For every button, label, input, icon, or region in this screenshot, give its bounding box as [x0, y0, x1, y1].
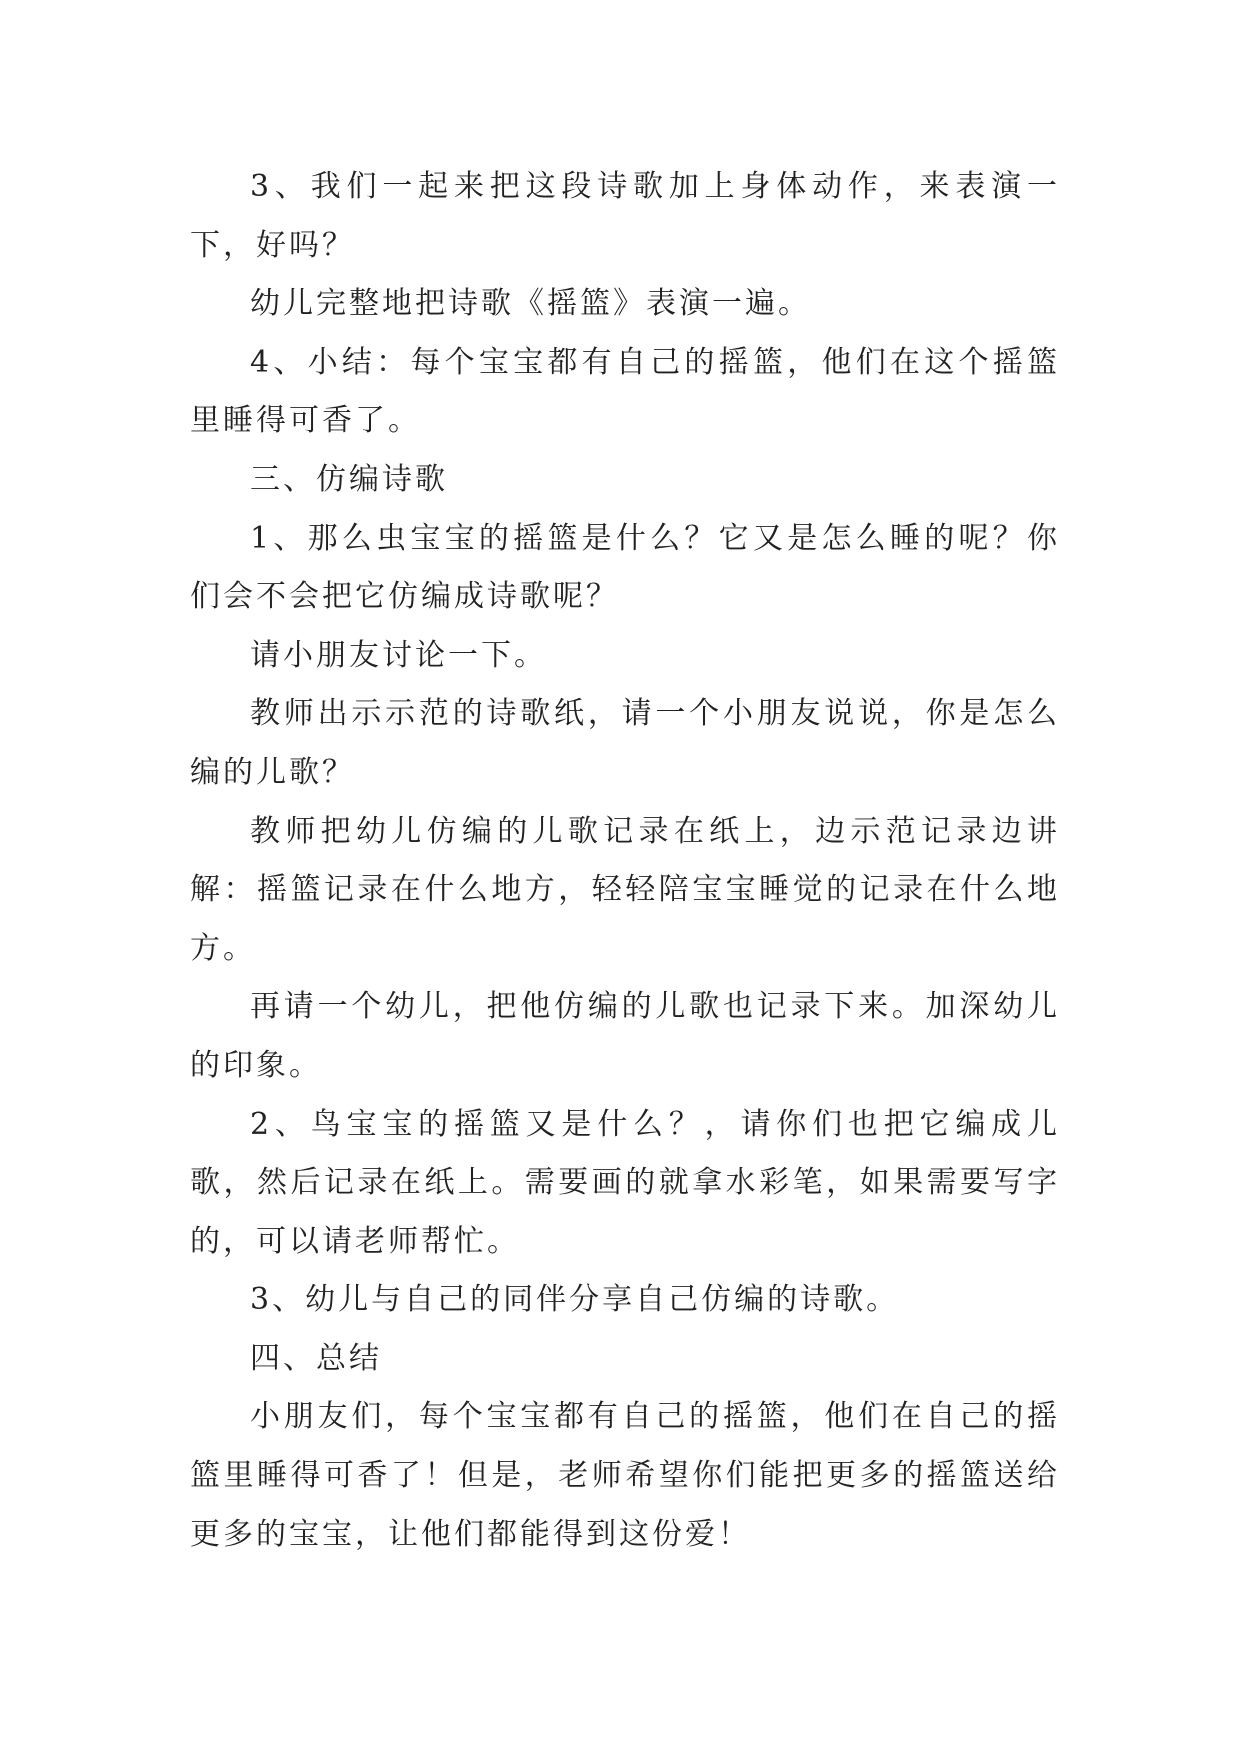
paragraph: 小朋友们，每个宝宝都有自己的摇篮，他们在自己的摇篮里睡得可香了！但是，老师希望你们能把更多的摇篮送给更多的宝宝，让他们都能得到这份爱！: [190, 1399, 1060, 1552]
paragraph: 3、我们一起来把这段诗歌加上身体动作，来表演一下，好吗？: [190, 169, 1060, 263]
paragraph: 教师出示示范的诗歌纸，请一个小朋友说说，你是怎么编的儿歌？: [190, 696, 1060, 790]
paragraph: 1、那么虫宝宝的摇篮是什么？它又是怎么睡的呢？你们会不会把它仿编成诗歌呢？: [190, 520, 1060, 615]
paragraph: 4、小结：每个宝宝都有自己的摇篮，他们在这个摇篮里睡得可香了。: [190, 344, 1060, 439]
paragraph: 幼儿完整地把诗歌《摇篮》表演一遍。: [250, 286, 811, 322]
paragraph: 再请一个幼儿，把他仿编的儿歌也记录下来。加深幼儿的印象。: [190, 989, 1060, 1083]
paragraph: 教师把幼儿仿编的儿歌记录在纸上，边示范记录边讲解：摇篮记录在什么地方，轻轻陪宝宝睡觉的记录在什么地方。: [190, 813, 1060, 966]
paragraph: 3、幼儿与自己的同伴分享自己仿编的诗歌。: [250, 1282, 900, 1318]
section-heading: 四、总结: [250, 1340, 382, 1376]
paragraph: 2、鸟宝宝的摇篮又是什么？，请你们也把它编成儿歌，然后记录在纸上。需要画的就拿水彩笔，如果需要写字的，可以请老师帮忙。: [190, 1106, 1060, 1259]
section-heading: 三、仿编诗歌: [250, 461, 448, 497]
paragraph: 请小朋友讨论一下。: [250, 637, 547, 673]
document-body: [190, 158, 1060, 1564]
